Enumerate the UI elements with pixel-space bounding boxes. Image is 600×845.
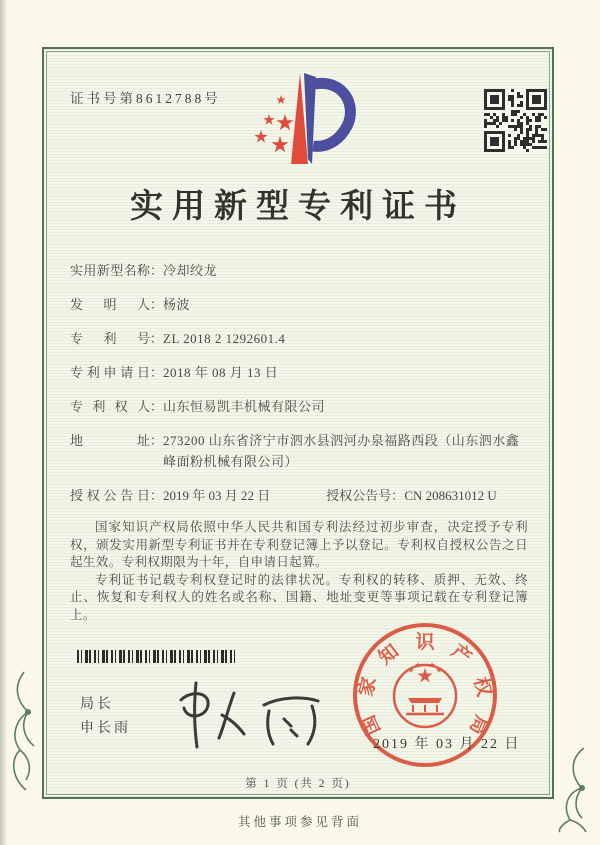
field-label: 专利权人 <box>70 399 150 414</box>
field-row-patent-no <box>70 328 528 349</box>
svg-text:家: 家 <box>355 675 381 699</box>
signatory-title: 局长 <box>80 697 114 712</box>
grant-date-value: 2019 年 03 月 22 日 <box>163 488 271 503</box>
cnipa-logo-icon <box>242 67 360 175</box>
label-colon: ： <box>150 263 164 278</box>
svg-text:知: 知 <box>375 640 403 670</box>
certificate-number: 证书号第8612788号 <box>70 91 221 106</box>
field-list <box>70 260 528 624</box>
svg-text:局: 局 <box>464 711 492 738</box>
grant-no-value: CN 208631012 U <box>404 488 497 503</box>
qr-code-icon <box>484 89 547 152</box>
field-label: 发明人 <box>70 297 150 312</box>
field-row-filing-date <box>70 362 528 383</box>
field-value: 冷却绞龙 <box>163 263 218 278</box>
field-value: 山东恒易凯丰机械有限公司 <box>163 399 326 414</box>
svg-text:产: 产 <box>447 640 475 670</box>
handwritten-signature-icon <box>166 675 341 755</box>
label-colon: ： <box>150 399 164 414</box>
label-colon: ： <box>150 331 164 346</box>
signatory-name: 申长雨 <box>80 721 131 736</box>
field-label: 专利申请日 <box>70 365 150 380</box>
field-label: 专利号 <box>70 331 150 346</box>
svg-text:权: 权 <box>469 675 495 699</box>
svg-text:国: 国 <box>358 711 386 738</box>
field-row-address <box>70 430 528 472</box>
label-colon: ： <box>391 488 405 503</box>
label-colon: ： <box>150 488 164 503</box>
label-colon: ： <box>150 433 164 448</box>
statutory-text <box>70 519 528 624</box>
field-row-patentee <box>70 396 528 417</box>
field-value: 273200 山东省济宁市泗水县泗河办泉福路西段（山东泗水鑫峰面粉机械有限公司） <box>163 433 520 469</box>
svg-text:识: 识 <box>415 632 435 653</box>
label-colon: ： <box>150 297 164 312</box>
field-row-name <box>70 260 528 281</box>
grant-date-label: 授权公告日 <box>70 488 150 503</box>
statutory-paragraph-1: 国家知识产权局依照中华人民共和国专利法经过初步审查，决定授予专利权，颁发实用新型专利证书并在专利登记簿上予以登记。专利权自授权公告之日起生效。专利权期限为十年，自申请日起算。 <box>70 520 528 569</box>
field-label: 地址 <box>70 433 150 448</box>
field-row-grant <box>70 485 528 506</box>
certificate-frame <box>42 47 554 799</box>
field-row-inventor <box>70 294 528 315</box>
seal-date: 2019 年 03 月 22 日 <box>373 737 521 752</box>
statutory-paragraph-2: 专利证书记载专利权登记时的法律状况。专利权的转移、质押、无效、终止、恢复和专利权人的姓名或名称、国籍、地址变更等事项记载在专利登记簿上。 <box>70 572 528 622</box>
field-value: ZL 2018 2 1292601.4 <box>163 331 286 346</box>
back-note: 其他事项参见背面 <box>237 815 362 829</box>
certificate-title: 实用新型专利证书 <box>130 189 466 225</box>
field-label: 实用新型名称 <box>70 263 150 278</box>
barcode-icon <box>77 650 237 663</box>
page-number: 第 1 页 (共 2 页) <box>245 778 351 790</box>
field-value: 2018 年 08 月 13 日 <box>163 365 279 380</box>
corner-flourish-icon <box>4 668 66 800</box>
field-value: 杨波 <box>163 297 191 312</box>
signatory-block <box>80 693 131 741</box>
label-colon: ： <box>150 365 164 380</box>
grant-no-label: 授权公告号 <box>326 488 392 503</box>
